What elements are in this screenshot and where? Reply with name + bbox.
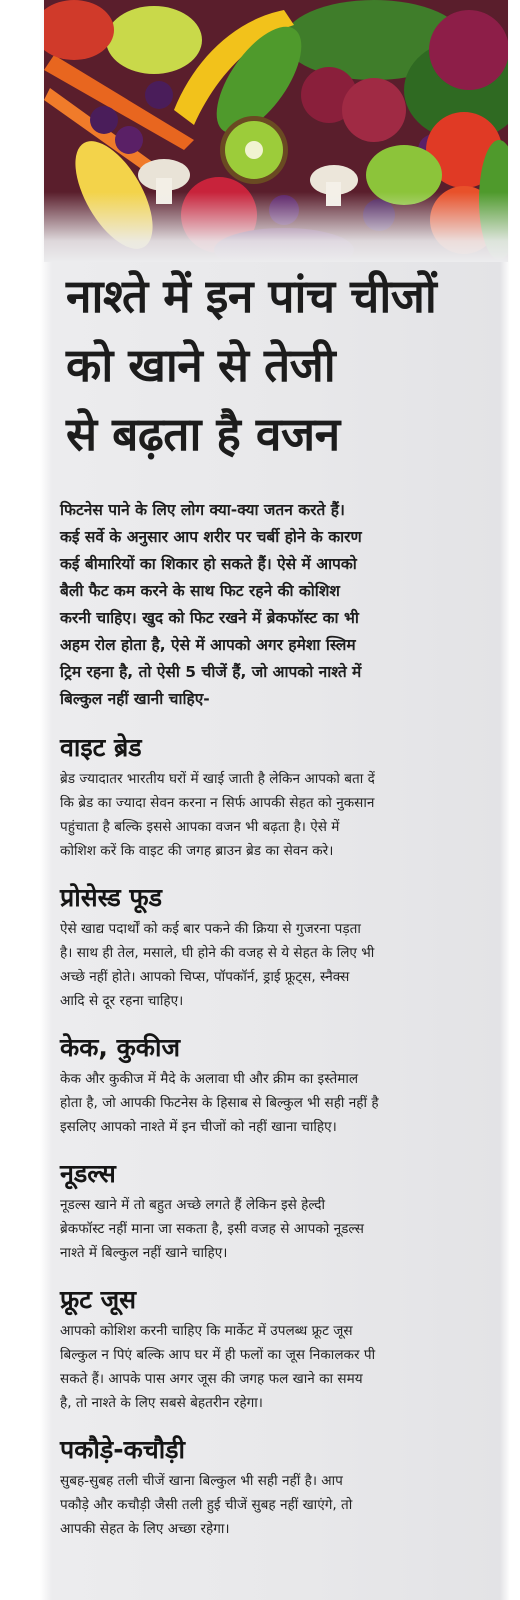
body-line: सकते हैं। आपके पास अगर जूस की जगह फल खाने का समय bbox=[60, 1371, 363, 1387]
body-line: आपको कोशिश करनी चाहिए कि मार्केट में उपलब्ध फ्रूट जूस bbox=[60, 1323, 353, 1339]
intro-paragraph bbox=[60, 497, 500, 713]
section-noodles bbox=[60, 1157, 500, 1265]
section-body bbox=[60, 1469, 500, 1541]
body-line: नाश्ते में बिल्कुल नहीं खाने चाहिए। bbox=[60, 1245, 228, 1261]
intro-line: बिल्कुल नहीं खानी चाहिए- bbox=[60, 690, 210, 708]
section-title: प्रोसेस्ड फूड bbox=[60, 883, 163, 912]
body-line: ऐसे खाद्य पदार्थों को कई बार पकने की क्रिया से गुजरना पड़ता bbox=[60, 921, 361, 937]
body-line: कोशिश करें कि वाइट की जगह ब्राउन ब्रेड का सेवन करे। bbox=[60, 843, 334, 859]
intro-line: ट्रिम रहना है, तो ऐसी 5 चीजें हैं, जो आपको नाश्ते में bbox=[60, 663, 362, 681]
body-line: केक और कुकीज में मैदे के अलावा घी और क्रीम का इस्तेमाल bbox=[60, 1071, 359, 1087]
headline-line: से बढ़ता है वजन bbox=[66, 407, 340, 461]
section-processed-food bbox=[60, 881, 500, 1013]
section-title: पकौड़े-कचौड़ी bbox=[60, 1435, 186, 1464]
section-body bbox=[60, 917, 500, 1013]
body-line: पकौड़े और कचौड़ी जैसी तली हुई चीजें सुबह नहीं खाएंगे, तो bbox=[60, 1497, 353, 1513]
section-pakode-kachori bbox=[60, 1433, 500, 1541]
intro-line: कई बीमारियों का शिकार हो सकते हैं। ऐसे में आपको bbox=[60, 555, 357, 573]
headline-line: नाश्ते में इन पांच चीजों bbox=[66, 269, 437, 323]
body-line: ब्रेड ज्यादातर भारतीय घरों में खाई जाती है लेकिन आपको बता दें bbox=[60, 771, 375, 787]
photo-fade bbox=[44, 192, 508, 262]
intro-line: फिटनेस पाने के लिए लोग क्या-क्या जतन करते हैं। bbox=[60, 501, 345, 519]
body-line: आपकी सेहत के लिए अच्छा रहेगा। bbox=[60, 1521, 230, 1537]
body-line: होता है, जो आपकी फिटनेस के हिसाब से बिल्कुल भी सही नहीं है bbox=[60, 1095, 379, 1111]
article bbox=[60, 262, 500, 1541]
section-title: वाइट ब्रेड bbox=[60, 733, 142, 762]
section-title: फ्रूट जूस bbox=[60, 1285, 137, 1314]
body-line: है। साथ ही तेल, मसाले, घी होने की वजह से ये सेहत के लिए भी bbox=[60, 945, 375, 961]
intro-line: करनी चाहिए। खुद को फिट रखने में ब्रेकफॉस्ट का भी bbox=[60, 609, 359, 627]
section-fruit-juice bbox=[60, 1283, 500, 1415]
body-line: कि ब्रेड का ज्यादा सेवन करना न सिर्फ आपकी सेहत को नुकसान bbox=[60, 795, 375, 811]
headline bbox=[60, 262, 500, 469]
body-line: आदि से दूर रहना चाहिए। bbox=[60, 993, 184, 1009]
body-line: पहुंचाता है बल्कि इससे आपका वजन भी बढ़ता है। ऐसे में bbox=[60, 819, 340, 835]
section-body bbox=[60, 1193, 500, 1265]
section-white-bread bbox=[60, 731, 500, 863]
section-body bbox=[60, 767, 500, 863]
body-line: है, तो नाश्ते के लिए सबसे बेहतरीन रहेगा। bbox=[60, 1395, 263, 1411]
vegetables-fruits-photo bbox=[44, 0, 508, 262]
section-title: केक, कुकीज bbox=[60, 1033, 181, 1062]
headline-line: को खाने से तेजी bbox=[66, 338, 336, 392]
intro-line: बैली फैट कम करने के साथ फिट रहने की कोशिश bbox=[60, 582, 340, 600]
section-body bbox=[60, 1319, 500, 1415]
body-line: नूडल्स खाने में तो बहुत अच्छे लगते हैं लेकिन इसे हेल्दी bbox=[60, 1197, 325, 1213]
section-title: नूडल्स bbox=[60, 1159, 116, 1188]
body-line: सुबह-सुबह तली चीजें खाना बिल्कुल भी सही नहीं है। आप bbox=[60, 1473, 343, 1489]
body-line: इसलिए आपको नाश्ते में इन चीजों को नहीं खाना चाहिए। bbox=[60, 1119, 337, 1135]
intro-line: अहम रोल होता है, ऐसे में आपको अगर हमेशा स्लिम bbox=[60, 636, 356, 654]
section-cake-cookies bbox=[60, 1031, 500, 1139]
intro-line: कई सर्वे के अनुसार आप शरीर पर चर्बी होने के कारण bbox=[60, 528, 362, 546]
body-line: अच्छे नहीं होते। आपको चिप्स, पॉपकॉर्न, ड्राई फ्रूट्स, स्नैक्स bbox=[60, 969, 350, 985]
body-line: ब्रेकफॉस्ट नहीं माना जा सकता है, इसी वजह से आपको नूडल्स bbox=[60, 1221, 364, 1237]
section-body bbox=[60, 1067, 500, 1139]
body-line: बिल्कुल न पिएं बल्कि आप घर में ही फलों का जूस निकालकर पी bbox=[60, 1347, 376, 1363]
